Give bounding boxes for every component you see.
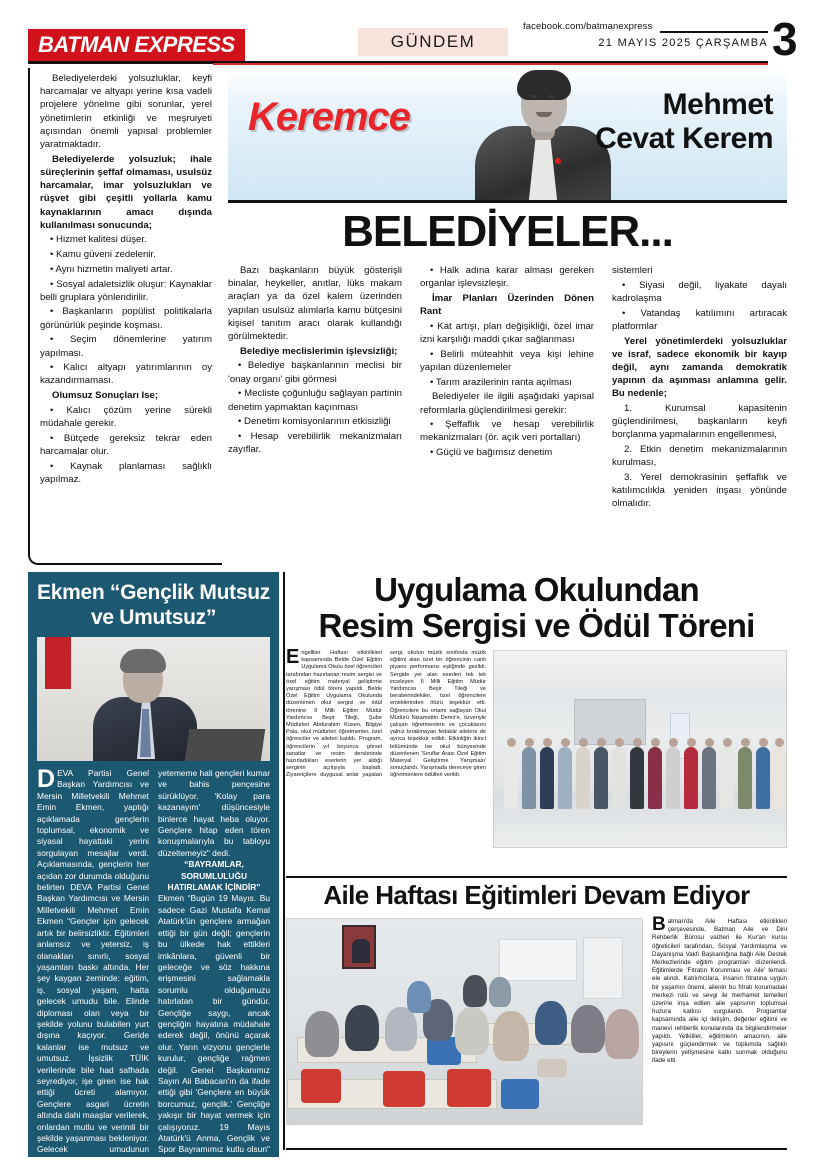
story2-content [286,914,787,1144]
bullet-item: • Belediye başkanlarının meclisi bir 'onay organı' gibi görmesi [228,360,402,385]
publication-date: 21 MAYIS 2025 ÇARŞAMBA [598,37,768,49]
bullet-item: • Halk adına karar alması gereken organlar işlevsizleşir. [420,265,594,290]
paragraph: sistemleri [612,265,653,276]
numbered-item: 2. Etkin denetim mekanizmalarının kurulması, [612,444,787,469]
section-tab-gundem: GÜNDEM [358,28,508,56]
story1-content [286,646,787,868]
photo-whiteboard [499,939,577,981]
bullet-item: • Kalıcı çözüm yerine sürekli müdahale gerekir. [40,404,212,430]
photo-person [630,747,644,809]
photo-person [738,747,752,809]
story2-headline: Aile Haftası Eğitimleri Devam Ediyor [323,880,750,910]
vertical-divider [283,572,285,1150]
subheading: İmar Planları Üzerinden Dönen Rant [420,292,594,318]
story1-body [286,646,486,865]
columnist-name [595,88,773,156]
photo-mouth [536,112,552,117]
bullet-item: • Hesap verebilirlik mekanizmaları zayıflar. [228,430,402,456]
photo-attendee [605,1009,639,1059]
photo-person [594,747,608,809]
photo-flag [45,637,71,689]
photo-eye-left [531,95,536,98]
ekmen-photo [37,637,270,761]
story1-photo [493,650,787,848]
bullet-item: • Kalıcı altyapı yatırımlarının oy kazandırmaması. [40,362,212,387]
photo-attendee [571,1005,605,1053]
photo-chair [501,1079,539,1109]
photo-person [576,747,590,809]
photo-attendee [489,977,511,1007]
bullet-item: • Bütçede gereksiz tekrar eden harcamalar olur. [40,432,212,457]
page-number: 3 [772,13,798,65]
photo-hair [517,70,571,100]
photo-door [583,937,623,999]
story2-top-rule [286,876,787,878]
photo-bag [537,1059,567,1077]
photo-person [684,747,698,809]
bullet-item: • Kaynak planlaması sağlıklı yapılmaz. [40,460,212,485]
bullet-item: • Siyasi değil, liyakate dayalı kadrolaşma [612,279,787,304]
bullet-item: • Şeffaflık ve hesap verebilirlik mekanizmaları (ör. açık veri portalları) [420,419,594,444]
bullet-item: • Kat artışı, plan değişikliği, özel imar izni karşılığı maddi çıkar sağlanması [420,320,594,346]
opinion-headline: BELEDİYELER... [342,207,673,256]
bullet-item: • Mecliste çoğunluğu sağlayan partinin denetim yapmaktan kaçınması [228,388,402,413]
paragraph: Belediyeler ile ilgili aşağıdaki yapısal reformlarla güçlendirilmesi gerekir: [420,391,594,416]
photo-person [720,747,734,809]
photo-attendee [305,1011,339,1057]
bullet-item: • Vatandaş katılımını artıracak platformlar [612,307,787,332]
opinion-column-2 [420,264,594,461]
photo-lapel-pin [555,158,561,164]
paragraph-bold: Yerel yönetimlerdeki yolsuzluklar ve israf, sadece ekonomik bir kayıp değil, aynı zamanda demokratik yapının da aşınması anlamına gelir. Bu nedenle; [612,335,787,400]
photo-chair [383,1071,425,1107]
bullet-item: • Hizmet kalitesi düşer. [50,234,147,246]
story-aile-haftasi [286,880,787,1150]
story2-body [652,914,787,1066]
page-bottom-rule [286,1148,787,1150]
newspaper-logo: BATMAN EXPRESS [28,29,245,62]
bullet-item: • Tarım arazilerinin ranta açılması [430,376,572,388]
photo-person [540,747,554,809]
bullet-item: • Güçlü ve bağımsız denetim [430,447,553,459]
columnist-name-line2: Cevat Kerem [595,122,773,155]
photo-person [522,747,536,809]
subheading: “BAYRAMLAR, SORUMLULUĞU HATIRLAMAK İÇİNDİR” [167,859,261,893]
photo-person [666,747,680,809]
paragraph-bold: Belediyelerde yolsuzluk; ihale süreçlerinin şeffaf olmaması, usulsüz harcamalar, imar yolsuzlukları ve rüşvet gibi çeşitli yollarla kamu kaynaklarının amacı dışında kullanılması sonucunda; [40,153,212,231]
photo-person [558,747,572,809]
photo-attendee [463,975,487,1007]
bullet-item: • Sosyal adaletsizlik oluşur: Kaynaklar belli gruplara yönlendirilir. [40,278,212,303]
photo-chair [301,1069,341,1103]
photo-podium [185,729,265,761]
photo-attendee [407,981,431,1013]
numbered-item: 3. Yerel demokrasinin şeffaflık ve katılımcılıkla yeniden inşası yönünde olmalıdır. [612,472,787,510]
paragraph: Engelliler Haftası etkinlikleri kapsamında Belde Özel Eğitim Uygulama Okulu özel öğrencileri tarafından hazırlanan resim sergisi ve özel eğitim materyal geliştirme yarışması ödül töreni yapıldı. Belde Özel Eğitim Uygulama Okulunda düzenlenen okul sergisi ve ödül törenine İl Milli Eğitim Müdür Yardımcısı Beşir Tileği, Şube Müdürleri Abdurahim Kusen, Bilgiye Pala, okul müdürleri öğretmenler, özel öğrenciler ve aileleri katıldı. Program, öğrencilerin yıl boyunca görsel sanatlar ve resim derslerinde hazırladıkları eserlerin yer aldığı serginin açılışıyla başladı. Ziyaretçilere duygusal anlar yaşatan sergi, okulun müzik sınıfında müzik eğitimi alan özel bir öğrencinin canlı piyano performansı eşliğinde gezildi. Sergide yer alan eserleri tek tek inceleyen İl Milli Eğitim Müdür Yardımcısı Beşir Tileği ve beraberindekiler, özel öğrencilere emeklerinden ötürü teşekkür etti. Öğrencilere bu ortamı sağlayan Okul Müdürü Nizamettin Demir'e, özveriyle çalışan öğretmenlere ve çocuklarını yalnız bırakmayan fedakâr ailelere de ayrıca teşekkür edildi. Etkinliğin ikinci bölümünde ise okul bünyesinde düzenlenen 'Sınıflar Arası Özel Eğitim Materyal Geliştirme Yarışması' sonuçlandı. Yarışmada dereceye giren öğretmenlere ödülleri verildi. [286,646,486,779]
opinion-columns [228,264,787,622]
opinion-article [28,68,787,565]
photo-person [756,747,770,809]
photo-person [612,747,626,809]
facebook-url[interactable]: facebook.com/batmanexpress [523,21,653,32]
paragraph: Batman'da Aile Haftası etkinlikleri çerçevesinde, Batman Aile ve Dini Rehberlik Bürosu vaizleri ile Kur'an kursu öğreticileri tarafından, Sosyal Yardımlaşma ve Dayanışma Vakfı Başkanlığına bağlı Aile Destek Merkezlerinde eğitim programları düzenlendi. Eğitimlerde 'Fıtratın Korunması ve Aile' teması ele alındı. Katılımcılara, insanın fıtratına uygun bir yaşamın önemi, ailenin bu fıtratı korumadaki merkezi rolü ve sevgi ile merhamet temelleri üzerine inşa edilen aile yapısının toplumsal huzura katkısı vurgulandı. Programlar kapsamında aile içi iletişim, değerler eğitimi ve manevi rehberlik konularında da bilgilendirmeler yapıldı. Yetkililer, eğitimlerin amacının, aile yapısını güçlendirmek ve toplumda sağlıklı bireylerin yetişmesine katkı sunmak olduğunu ifade etti. [652,914,787,1065]
paragraph: Bazı başkanların büyük gösterişli binalar, heykeller, anıtlar, lüks makam araçları ya da özel kalem üzerinden yapılan usulsüz alımlarla kamu bütçesini kişisel tanıtım aracı olarak kullandığı görülmektedir. [228,265,402,343]
photo-person [504,747,518,809]
photo-attendee [535,1001,567,1045]
columnist-underline [228,200,787,203]
opinion-column-1 [228,264,402,458]
ekmen-article [28,572,279,1166]
photo-attendee [455,1007,489,1055]
paragraph: DEVA Partisi Genel Başkan Yardımcısı ve Mersin Milletvekili Mehmet Emin Ekmen, yaptığı açıklamada gençlerin toplumsal, ekonomik ve siyasal hayattaki yerini sorgulayan mesajlar verdi. Açıklamasında, gençlerin her açıdan zor durumda olduğunu belirten DEVA Partisi Genel Başkan Yardımcısı ve Mersin Milletvekili Mehmet Emin Ekmen “Gençler için gelecek artık bir belirsizliktir. Eğitimleri anlamsız ve yetersiz, iş olanakları sınırlı, sosyal yaşamları baskı altında. Her şey kaygan zeminde: eğitim, iş, sosyal yaşam, hatta gelecek umudu bile. Elinde diploması olan veya bir şekilde yolunu bulabilen yurt dışına kaçıyor. Geride kalanlar ise mutsuz ve umutsuz. İşsizlik TÜİK verilerinde bile had safhada seyrediyor, işe giren ise hak ettiği ücreti alamıyor. Gençlere asgari ücretin altında dahi maaşlar verilerek, onlardan mutlu ve verimli bir şekilde yaşanması bekleniyor. Gelecek umudunun olmaması, kendi kendine yetememe hali gençleri kumar ve bahis pençesine sürüklüyor. 'Kolay para kazanayım' düşüncesiyle binlerce hayat heba oluyor. Gençlere hitap eden tören konuşmalarıyla bu tabloyu düzeltemeyiz" dedi. [37,765,270,1166]
bullet-item: • Seçim dönemlerine yatırım yapılması. [40,334,212,359]
photo-attendee [385,1007,417,1051]
column-brand-keremce: Keremce [248,95,411,139]
photo-ataturk-portrait [342,925,376,969]
story1-headline-line1: Uygulama Okulundan [374,571,699,608]
bullet-item: • Kamu güveni zedelenir. [50,249,156,261]
paragraph: Ekmen “Bugün 19 Mayıs. Bu sadece Gazi Mustafa Kemal Atatürk'ün gençlere armağan ettiği bir gün değil; gençlerin bu ülkede hak ettikleri imkânlara, güvenli bir geleceğe ve söz hakkına erişmesini sağlamakla sorumlu olduğumuzu hatırlatan bir gündür. Gençliğe saygı, ancak gençliğin hayatına müdahale ederek değil, önünü açarak olur. Yarın vizyonu gençlerle kurulur, gençliğe rağmen değil. Genel Başkanımız Sayın Ali Babacan'ın da ifade ettiği gibi 'Gençlere en büyük borcumuz, gençlik.' Gençliğe yakışır bir hayat vermek için çalışıyoruz. 19 Mayıs Atatürk'ü Anma, Gençlik ve Spor Bayramımız kutlu olsun" ifadelerini kullandı. [158,893,270,1166]
bullet-item: • Aynı hizmetin maliyeti artar. [50,263,173,275]
photo-ceiling [494,651,787,691]
photo-person [772,747,786,809]
columnist-header [228,68,787,200]
bullet-item: • Başkanların popülist politikalarla görünürlük peşinde koşması. [40,306,212,331]
story2-photo [286,918,643,1125]
story1-headline-line2: Resim Sergisi ve Ödül Töreni [318,607,755,644]
photo-hair [120,649,166,673]
masthead-short-rule [660,31,768,33]
ekmen-headline: Ekmen “Gençlik Mutsuz ve Umutsuz” [37,581,270,629]
subheading: Olumsuz Sonuçları Ise; [52,390,159,402]
ekmen-body [37,765,270,1167]
photo-chair [447,1069,491,1107]
subheading: Belediye meclislerimin işlevsizliği; [240,345,398,357]
bullet-item: • Belirli müteahhit veya kişi lehine yapılan düzenlemeler [420,348,594,373]
photo-eye-right [549,95,554,98]
bullet-item: • Denetim komisyonlarının etkisizliği [238,416,391,428]
numbered-item: 1. Kurumsal kapasitenin güçlendirilmesi, başkanların keyfi borçlanma yapmalarının engellenmesi, [612,403,787,441]
photo-attendee [493,1011,529,1061]
opinion-column-3 [612,264,787,512]
masthead-divider-red [213,63,768,65]
masthead [0,0,815,65]
photo-attendee [345,1005,379,1051]
photo-person [648,747,662,809]
columnist-name-line1: Mehmet [662,88,773,121]
opinion-left-column [28,68,222,565]
story-resim-sergisi [286,572,787,872]
story1-headline [286,572,787,644]
photo-person [702,747,716,809]
paragraph: Belediyelerdeki yolsuzluklar, keyfi harcamalar ve altyapı yerine kısa vadeli projelere yönelme gibi sorunlar, yerel yönetimlerin etkinliği ve meşruiyeti açısından önemli yapısal problemler yaratmaktadır. [40,73,212,151]
